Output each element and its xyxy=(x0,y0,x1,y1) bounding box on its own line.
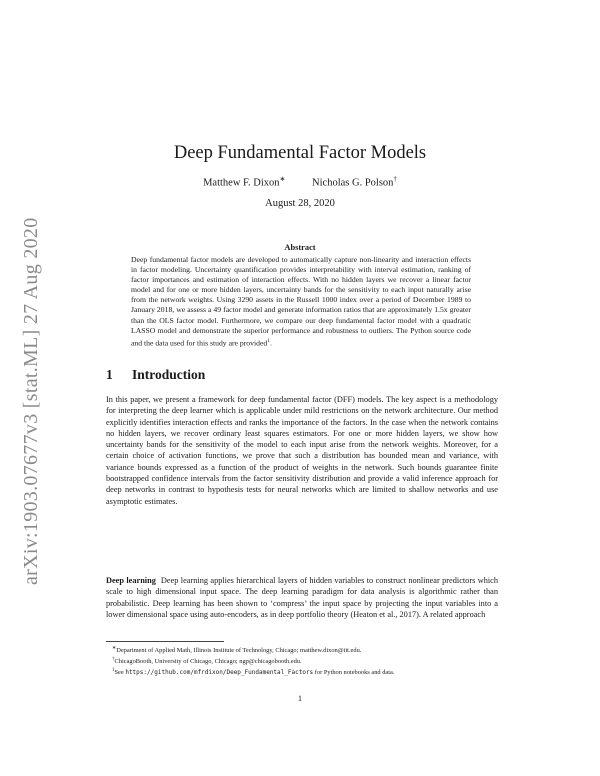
footnote-mark: † xyxy=(112,657,115,663)
author-mark: ∗ xyxy=(279,175,286,183)
author-1 xyxy=(203,175,285,189)
paper-title: Deep Fundamental Factor Models xyxy=(173,143,427,163)
footnote-text-post: for Python notebooks and data. xyxy=(313,669,395,677)
footnote-text: Department of Applied Math, Illinois Institute of Technology, Chicago; matthew.dixon@iit.edu. xyxy=(116,647,362,655)
author-name: Nicholas G. Polson xyxy=(312,177,394,189)
arxiv-stamp: arXiv:1903.07677v3 [stat.ML] 27 Aug 2020 xyxy=(20,217,42,585)
abstract-text: Deep fundamental factor models are developed to automatically capture non-linearity and interaction effects in factor modeling. Uncertainty quantification provides interpretability with interval estimation, ranking of factor importances and estimation of interaction effects. With no hidden layers we recover a linear factor model and for one or more hidden layers, uncertainty bands for the sensitivity to each input naturally arise from the network weights. Using 3290 assets in the Russell 1000 index over a period of December 1989 to January 2018, we assess a 49 factor model and generate information ratios that are approximately 1.5x greater than the OLS factor model. Furthermore, we compare our deep fundamental factor model with a quadratic LASSO model and demonstrate the superior performance and robustness to outliers. The Python source code and the data used for this study are provided xyxy=(131,255,471,348)
footnote-text: ChicagoBooth, University of Chicago, Chicago; ngp@chicagobooth.edu. xyxy=(114,658,302,666)
abstract-end: . xyxy=(269,338,272,348)
footnote-divider xyxy=(106,641,224,642)
abstract-heading: Abstract xyxy=(284,243,316,252)
abstract-body xyxy=(131,255,471,348)
footnote-3 xyxy=(106,666,498,677)
section-number: 1 xyxy=(106,367,113,382)
footnote-text-pre: See xyxy=(114,669,126,677)
author-mark: † xyxy=(393,175,397,183)
paper-date: August 28, 2020 xyxy=(265,198,335,209)
footnote-1 xyxy=(106,644,498,655)
paragraph-body: Deep learning applies hierarchical layers of hidden variables to construct nonlinear predictors which scale to high dimensional input space. The deep learning paradigm for data analysis is algorithmic rather than probabilistic. Deep learning has been shown to ‘compress’ the input space by projecting the input variables into a lower dimensional space using auto-encoders, as in deep portfolio theory (Heaton et al., 2017). A related approach xyxy=(106,576,499,619)
page-number: 1 xyxy=(297,694,303,703)
footnote-ref: 1 xyxy=(267,337,270,344)
author-2 xyxy=(312,175,397,189)
section-heading xyxy=(106,367,205,383)
footnotes xyxy=(106,644,498,677)
footnote-mark: 1 xyxy=(112,668,115,674)
author-list xyxy=(0,175,600,189)
footnote-2 xyxy=(106,655,498,666)
section-title: Introduction xyxy=(132,367,206,382)
footnote-mark: ∗ xyxy=(112,646,117,651)
deep-learning-paragraph xyxy=(106,575,498,620)
github-link[interactable]: https://github.com/mfrdixon/Deep_Fundamental_Factors xyxy=(125,669,314,677)
author-name: Matthew F. Dixon xyxy=(203,177,280,189)
paragraph-heading: Deep learning xyxy=(106,576,156,585)
intro-paragraph: In this paper, we present a framework for deep fundamental factor (DFF) models. The key aspect is a methodology for interpreting the deep learner which is applicable under mild restrictions on the network architecture. Our method explicitly identifies interaction effects and ranks the importance of the factors. In the case when the network contains no hidden layers, we recover ordinary least squares estimators. For one or more hidden layers, we show how uncertainty bands for the sensitivity of the model to each input arise from the network weights. Moreover, for a certain choice of activation functions, we prove that such a distribution has bounded mean and variance, with variance bounds expressed as a function of the product of weights in the network. Such bounds guarantee finite bootstrapped confidence intervals from the factor sensitivity distribution and provide a valid inference approach for deep networks in contrast to hypothesis tests for neural networks which are limited to shallow networks and use asymptotic estimates. xyxy=(106,395,498,506)
